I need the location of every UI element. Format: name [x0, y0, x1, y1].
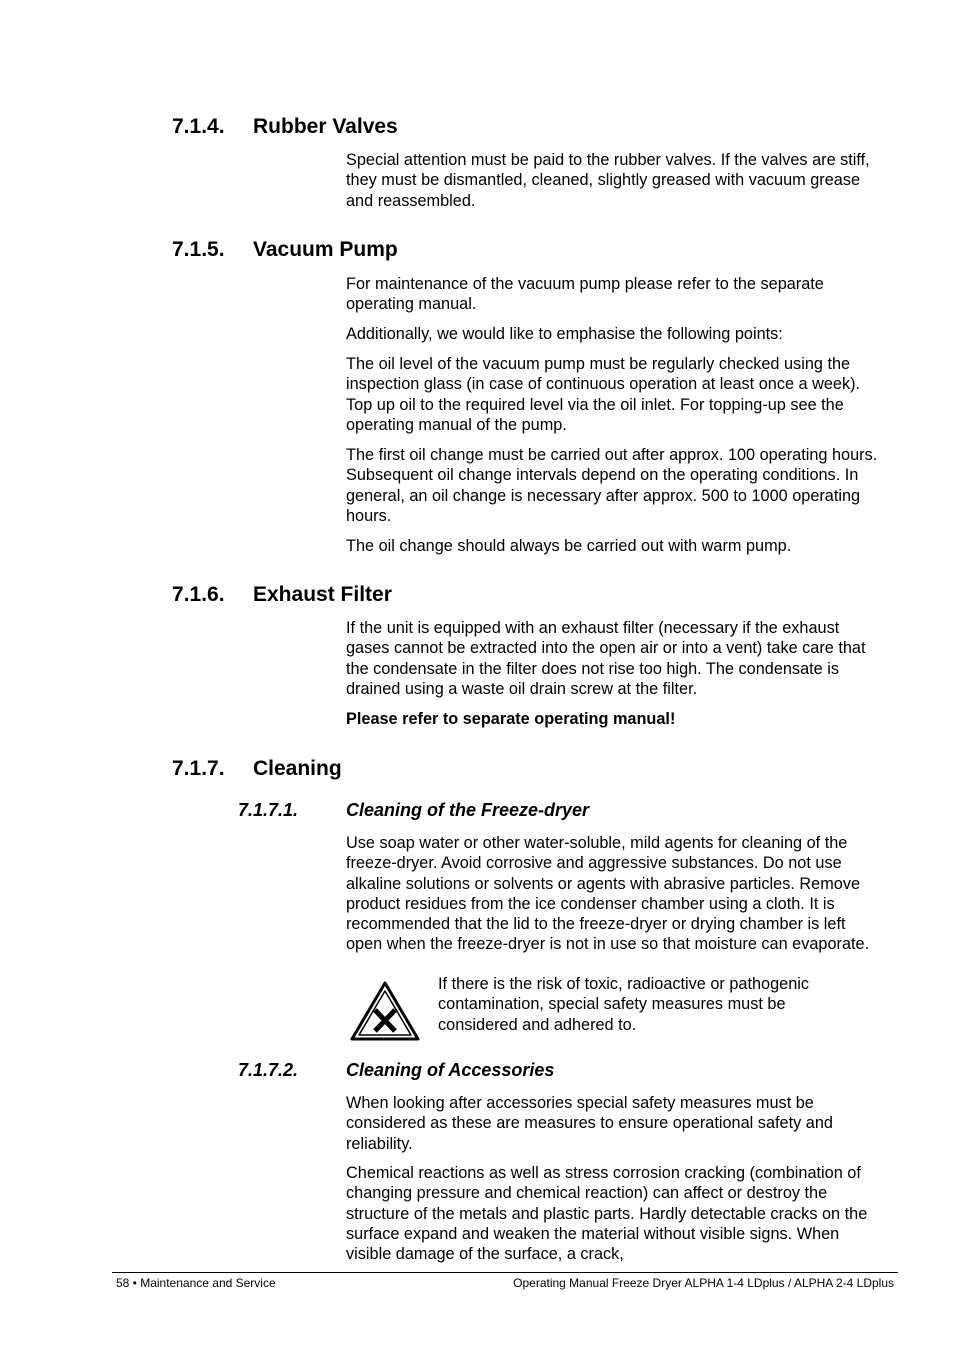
section-title: Rubber Valves: [253, 115, 398, 138]
vacuum-pump-paragraph-5: The oil change should always be carried out with warm pump.: [346, 537, 792, 555]
heading-exhaust-filter: [172, 583, 392, 607]
footer-page-info: 58 • Maintenance and Service: [116, 1276, 276, 1290]
vacuum-pump-paragraph-1: For maintenance of the vacuum pump please refer to the separate operating manual.: [346, 275, 824, 314]
section-title: Exhaust Filter: [253, 583, 392, 606]
section-number: 7.1.7.: [172, 757, 225, 780]
section-number: 7.1.5.: [172, 238, 225, 261]
heading-rubber-valves: [172, 115, 398, 139]
section-title: Vacuum Pump: [253, 238, 398, 261]
footer-divider: [112, 1272, 898, 1273]
rubber-valves-paragraph: Special attention must be paid to the rubber valves. If the valves are stiff, they must be dismantled, cleaned, slightly greased with vacuum grease and reassembled.: [346, 151, 870, 210]
section-number: 7.1.4.: [172, 115, 225, 138]
heading-cleaning-accessories: [238, 1060, 554, 1081]
section-title: Cleaning: [253, 757, 342, 780]
vacuum-pump-paragraph-3: The oil level of the vacuum pump must be regularly checked using the inspection glass (in case of continuous operation at least once a week). Top up oil to the required level via the oil inlet. For topping-up see the operating manual of the pump.: [346, 355, 861, 434]
heading-vacuum-pump: [172, 238, 398, 262]
cleaning-accessories-paragraph-1: When looking after accessories special safety measures must be considered as these are measures to ensure operational safety and reliability.: [346, 1094, 833, 1153]
subsection-number: 7.1.7.1.: [238, 800, 299, 820]
exhaust-filter-note: Please refer to separate operating manual!: [346, 710, 676, 728]
vacuum-pump-paragraph-4: The first oil change must be carried out after approx. 100 operating hours. Subsequent oil change intervals depend on the operating conditions. In general, an oil change is necessary after approx. 500 to 1000 operating hours.: [346, 446, 878, 525]
exhaust-filter-paragraph: If the unit is equipped with an exhaust filter (necessary if the exhaust gases cannot be extracted into the open air or into a vent) take care that the condensate in the filter does not rise too high. The condensate is drained using a waste oil drain screw at the filter.: [346, 619, 866, 698]
heading-cleaning: [172, 757, 342, 781]
cleaning-accessories-paragraph-2: Chemical reactions as well as stress corrosion cracking (combination of changing pressure and chemical reaction) can affect or destroy the structure of the metals and plastic parts. Hardly detectable cracks on the surface expand and weaken the material without visible signs. When visible damage of the surface, a crack,: [346, 1164, 868, 1264]
section-number: 7.1.6.: [172, 583, 225, 606]
heading-cleaning-freeze-dryer: [238, 800, 589, 821]
subsection-number: 7.1.7.2.: [238, 1060, 299, 1080]
vacuum-pump-paragraph-2: Additionally, we would like to emphasise the following points:: [346, 325, 783, 343]
cleaning-freeze-dryer-paragraph: Use soap water or other water-soluble, mild agents for cleaning of the freeze-dryer. Avoid corrosive and aggressive substances. Do not use alkaline solutions or solvents or agents with abrasive particles. Remove product residues from the ice condenser chamber using a cloth. It is recommended that the lid to the freeze-dryer or drying chamber is left open when the freeze-dryer is not in use so that moisture can evaporate.: [346, 834, 870, 954]
subsection-title: Cleaning of the Freeze-dryer: [346, 800, 590, 820]
harmful-x-warning-icon: [349, 980, 421, 1042]
subsection-title: Cleaning of Accessories: [346, 1060, 555, 1080]
contamination-warning-text: If there is the risk of toxic, radioactive or pathogenic contamination, special safety measures must be considered and adhered to.: [438, 975, 810, 1034]
footer-document-title: Operating Manual Freeze Dryer ALPHA 1-4 LDplus / ALPHA 2-4 LDplus: [513, 1276, 894, 1290]
